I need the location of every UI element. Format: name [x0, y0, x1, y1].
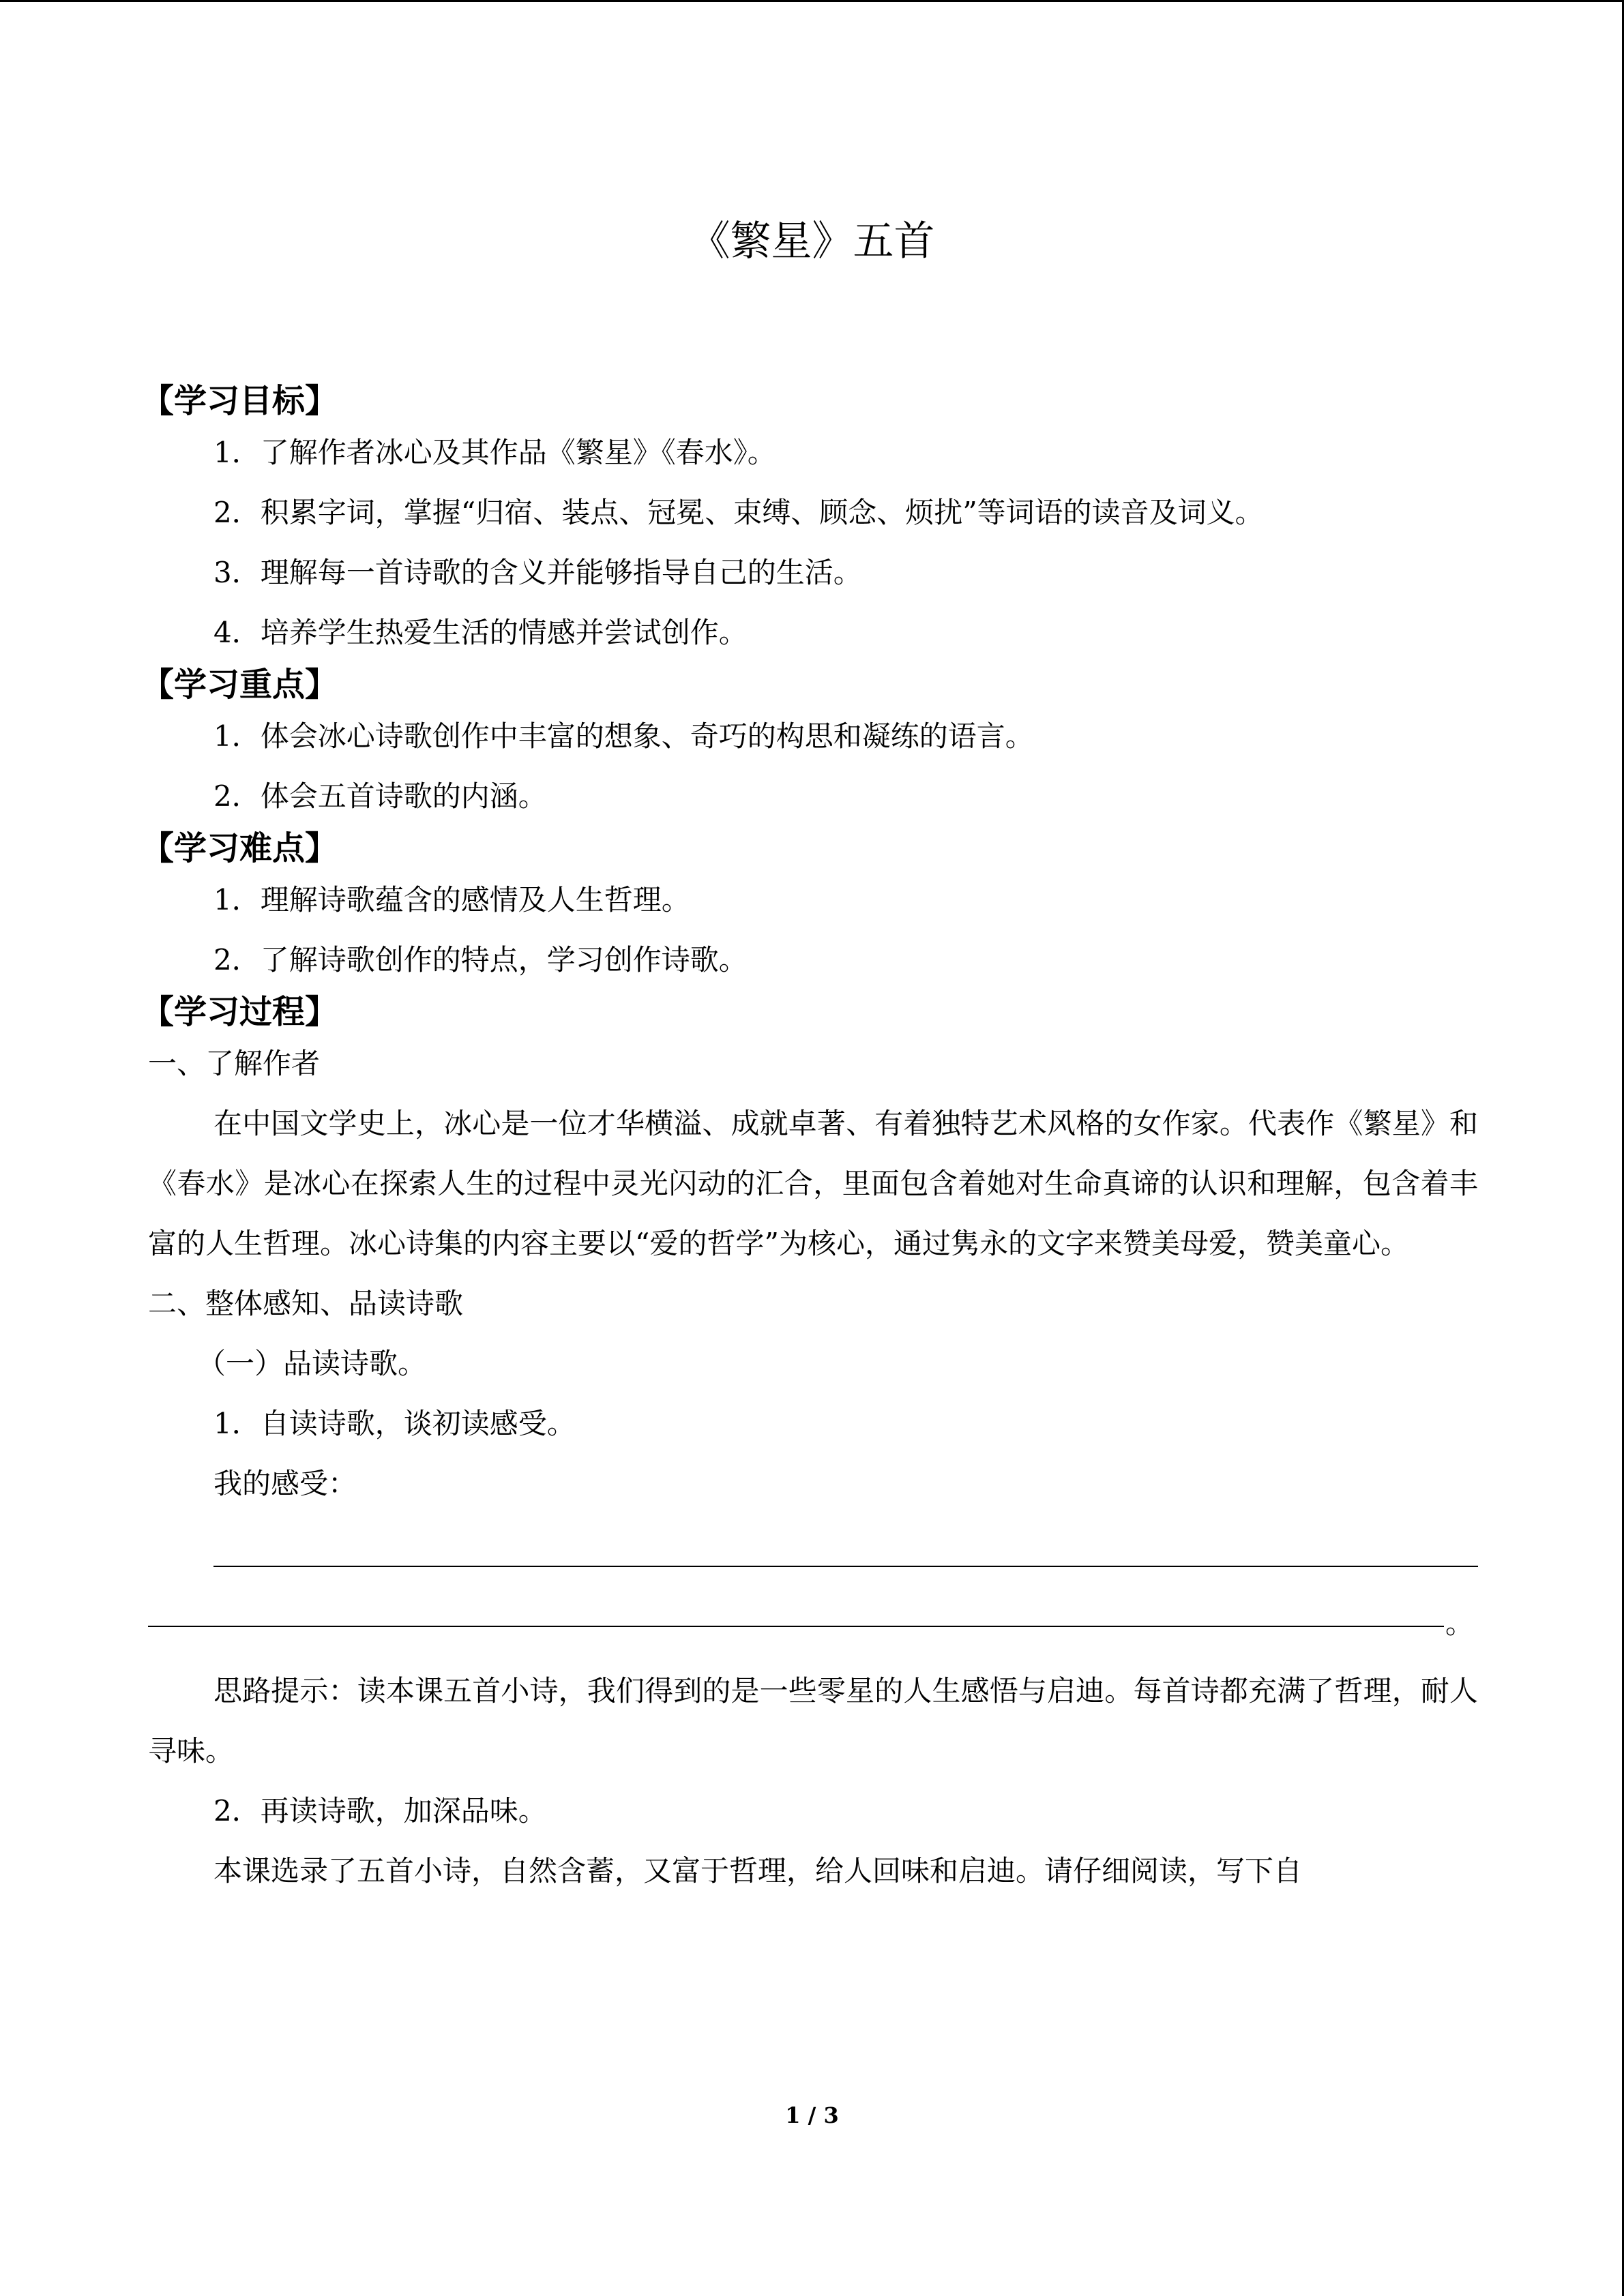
- underline: [213, 1566, 1478, 1567]
- difficulty-item: 2．了解诗歌创作的特点，学习创作诗歌。: [213, 943, 748, 976]
- answer-blank-line-1[interactable]: [148, 1527, 1478, 1587]
- key-point-item: 2．体会五首诗歌的内涵。: [213, 779, 547, 813]
- objective-item: 4．培养学生热爱生活的情感并尝试创作。: [213, 616, 748, 649]
- page-number: 1 / 3: [785, 2102, 839, 2128]
- feeling-label: 我的感受：: [213, 1467, 357, 1500]
- step-2-text: 2．再读诗歌，加深品味。: [213, 1794, 547, 1828]
- key-points-heading: 【学习重点】: [141, 666, 338, 704]
- difficulties-heading: 【学习难点】: [141, 829, 338, 867]
- section-author-label: 一、了解作者: [148, 1047, 321, 1080]
- document-body: [141, 379, 1478, 1901]
- key-point-item: 1．体会冰心诗歌创作中丰富的想象、奇巧的构思和凝练的语言。: [213, 719, 1034, 753]
- final-paragraph: 本课选录了五首小诗，自然含蓄，又富于哲理，给人回味和启迪。请仔细阅读，写下自: [213, 1854, 1303, 1888]
- page-top-border: [0, 0, 1624, 2]
- process-heading: 【学习过程】: [141, 993, 338, 1031]
- section-reading-label: 二、整体感知、品读诗歌: [148, 1287, 464, 1320]
- objective-item: 2．积累字词，掌握“归宿、装点、冠冕、束缚、顾念、烦扰”等词语的读音及词义。: [213, 496, 1264, 529]
- hint-paragraph: 思路提示：读本课五首小诗，我们得到的是一些零星的人生感悟与启迪。每首诗都充满了哲理，耐人寻味。: [148, 1674, 1478, 1768]
- objective-item: 3．理解每一首诗歌的含义并能够指导自己的生活。: [213, 556, 862, 589]
- objectives-heading: 【学习目标】: [141, 382, 338, 420]
- author-paragraph: 在中国文学史上，冰心是一位才华横溢、成就卓著、有着独特艺术风格的女作家。代表作《繁星》和《春水》是冰心在探索人生的过程中灵光闪动的汇合，里面包含着她对生命真谛的认识和理解，包含着丰富的人生哲理。冰心诗集的内容主要以“爱的哲学”为核心，通过隽永的文字来赞美母爱，赞美童心。: [148, 1107, 1478, 1260]
- page-title: 《繁星》五首: [689, 218, 935, 265]
- objective-item: 1．了解作者冰心及其作品《繁星》《春水》。: [213, 436, 776, 469]
- answer-blank-line-2[interactable]: [148, 1587, 1478, 1648]
- blank-period: 。: [1445, 1607, 1475, 1640]
- subsection-label: （一）品读诗歌。: [197, 1347, 427, 1380]
- underline: [148, 1626, 1444, 1627]
- step-1-text: 1．自读诗歌，谈初读感受。: [213, 1407, 576, 1440]
- difficulty-item: 1．理解诗歌蕴含的感情及人生哲理。: [213, 883, 690, 916]
